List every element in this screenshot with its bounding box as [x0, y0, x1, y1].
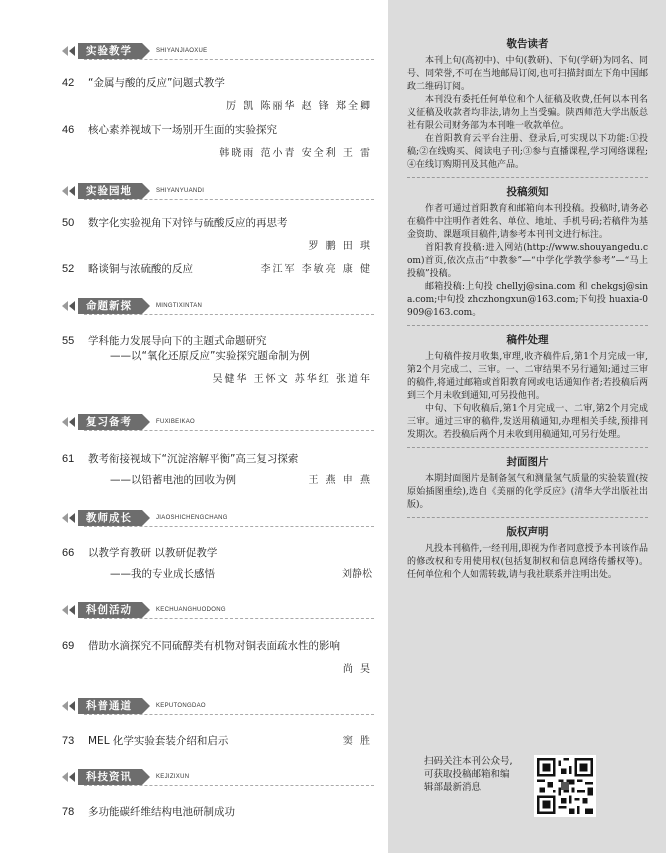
article-title[interactable]: 以教学育教研 以教研促教学 [88, 547, 218, 559]
article-title[interactable]: 数字化实验视角下对锌与硫酸反应的再思考 [88, 217, 288, 229]
qr-code-icon[interactable] [534, 755, 596, 817]
qr-block [424, 755, 596, 817]
arrows-icon [62, 46, 78, 56]
article-title[interactable]: 核心素养视域下一场别开生面的实验探究 [88, 124, 277, 136]
article-title[interactable]: MEL 化学实验套装介绍和启示 [88, 735, 229, 747]
article-title[interactable]: 借助水滴探究不同硫醇类有机物对铜表面疏水性的影响 [88, 640, 340, 652]
article-subtitle: ——以铅蓄电池的回收为例 [110, 474, 236, 486]
article-authors: 吴健华 王怀文 苏华红 张道年 [212, 374, 372, 385]
arrows-icon [62, 605, 78, 615]
page-number: 46 [62, 124, 75, 136]
toc-entry[interactable] [62, 734, 372, 749]
processing-paragraph: 中旬、下旬收稿后,第1个月完成一、二审,第2个月完成三审。通过三审的稿件,发送用稿通知,办理相关手续,预排刊发期次。若投稿后两个月未收到用稿通知,可另行处理。 [407, 404, 648, 440]
arrows-icon [62, 772, 78, 782]
arrows-icon [62, 186, 78, 196]
arrows-icon [62, 513, 78, 523]
page-number: 73 [62, 735, 75, 747]
toc-entry[interactable] [62, 452, 372, 488]
section-pinyin: JIAOSHICHENGCHANG [156, 515, 228, 521]
section-pinyin: FUXIBEIKAO [156, 419, 196, 425]
section-pinyin: SHIYANJIAOXUE [156, 48, 208, 54]
notice-paragraph: 本刊上旬(高初中)、中旬(教研)、下旬(学研)为同名、同号、同荣誉,不可在当地邮局订阅,也可扫描封面左下角中国邮政二维码订阅。 [407, 56, 648, 92]
section-header [62, 297, 202, 315]
qr-caption: 扫码关注本刊公众号,可获取投稿邮箱和编辑部最新消息 [424, 756, 513, 793]
arrows-icon [62, 301, 78, 311]
toc-entry[interactable] [62, 76, 372, 112]
arrows-icon [62, 417, 78, 427]
section-header [62, 601, 226, 619]
section-label: 科普通道 [78, 698, 142, 714]
notice-paragraph: 本刊没有委托任何单位和个人征稿及收费,任何以本刊名义征稿及收款者均非法,请勿上当受骗。陕西师范大学出版总社有限公司财务部为本刊唯一收款单位。 [407, 95, 648, 131]
page-number: 66 [62, 547, 75, 559]
submission-paragraph: 首阳教育投稿:进入网站(http://www.shouyangedu.com)首页,依次点击“中教参”—“中学化学教学参考”—“马上投稿”投稿。 [407, 243, 648, 279]
article-title[interactable]: 多功能碳纤维结构电池研制成功 [88, 806, 235, 818]
notice-paragraph: 在首阳教育云平台注册、登录后,可实现以下功能:①投稿;②在线购买、阅读电子刊;③参与直播课程,学习网络课程;④在线订购期刊及其他产品。 [407, 134, 648, 170]
toc-entry[interactable] [62, 262, 372, 277]
section-pinyin: MINGTIXINTAN [156, 303, 203, 309]
article-authors: 窦 胜 [342, 736, 372, 747]
section-label: 教师成长 [78, 510, 142, 526]
article-subtitle: ——我的专业成长感悟 [110, 568, 215, 580]
cover-heading: 封面图片 [506, 456, 549, 468]
sidebar-notices [388, 0, 666, 853]
article-subtitle: ——以“氧化还原反应”实验探究题命制为例 [110, 350, 310, 362]
toc-entry[interactable] [62, 123, 372, 159]
toc-entry[interactable] [62, 546, 372, 582]
copyright-paragraph: 凡投本刊稿件,一经刊用,即视为作者同意授予本刊该作品的修改权和专用使用权(包括复制权和信息网络传播权等)。任何单位和个人如需转载,请与我社联系并注明出处。 [407, 544, 648, 580]
page-number: 69 [62, 640, 75, 652]
submission-paragraph: 作者可通过首阳教育和邮箱向本刊投稿。投稿时,请务必在稿件中注明作者姓名、单位、地址、手机号码;若稿件为基金资助、课题项目稿件,请参考本刊刊文进行标注。 [407, 204, 648, 240]
toc-entry[interactable] [62, 805, 372, 820]
section-label: 实验园地 [78, 183, 142, 199]
section-label: 复习备考 [78, 414, 142, 430]
cover-paragraph: 本期封面图片是制备氢气和测量氢气质量的实验装置(按原始插图重绘),选自《美丽的化学反应》(清华大学出版社出版)。 [407, 474, 648, 510]
section-pinyin: SHIYANYUANDI [156, 188, 205, 194]
section-pinyin: KEPUTONGDAO [156, 703, 206, 709]
section-header [62, 697, 206, 715]
article-authors: 尚 昊 [342, 664, 372, 675]
section-label: 科创活动 [78, 602, 142, 618]
section-header [62, 42, 207, 60]
section-label: 实验教学 [78, 43, 142, 59]
article-title[interactable]: “金属与酸的反应”问题式教学 [88, 77, 225, 89]
submission-paragraph: 邮箱投稿:上旬投 chellyj@sina.com 和 chekgsj@sina.com;中旬投 zhczhongxun@163.com;下旬投 huaxia-0909@163.com。 [407, 282, 648, 318]
arrows-icon [62, 701, 78, 711]
page-number: 78 [62, 806, 75, 818]
section-label: 命题新探 [78, 298, 142, 314]
copyright-heading: 版权声明 [506, 526, 549, 538]
page-number: 55 [62, 335, 75, 347]
article-authors: 刘静松 [342, 569, 372, 580]
section-pinyin: KECHUANGHUODONG [156, 607, 226, 613]
page-number: 42 [62, 77, 75, 89]
section-header [62, 413, 195, 431]
submission-heading: 投稿须知 [506, 186, 549, 198]
toc-entry[interactable] [62, 334, 372, 385]
section-header [62, 182, 204, 200]
article-title[interactable]: 学科能力发展导向下的主题式命题研究 [88, 335, 267, 347]
section-header [62, 509, 228, 527]
page-number: 52 [62, 263, 75, 275]
section-pinyin: KEJIZIXUN [156, 774, 190, 780]
article-authors: 韩晓雨 范小青 安全利 王 雷 [219, 148, 372, 159]
article-authors: 李江军 李敏亮 康 健 [260, 264, 372, 275]
notice-heading: 敬告读者 [506, 38, 549, 50]
page-number: 50 [62, 217, 75, 229]
section-header [62, 768, 189, 786]
toc-entry[interactable] [62, 639, 372, 675]
processing-heading: 稿件处理 [506, 334, 549, 346]
article-title[interactable]: 教考衔接视域下“沉淀溶解平衡”高三复习探索 [88, 453, 299, 465]
article-title[interactable]: 略谈铜与浓硫酸的反应 [88, 263, 193, 275]
processing-paragraph: 上旬稿件按月收集,审理,收齐稿件后,第1个月完成一审,第2个月完成二、三审。一、二审结果不另行通知;通过三审的稿件,将通过邮箱或首阳教育网或电话通知作者;若投稿后两到三个月未收到通知,可另投他刊。 [407, 352, 648, 401]
article-authors: 王 燕 申 燕 [308, 475, 372, 486]
toc-entry[interactable] [62, 216, 372, 252]
page-number: 61 [62, 453, 75, 465]
article-authors: 厉 凯 陈丽华 赵 锋 郑全卿 [226, 101, 372, 112]
section-label: 科技资讯 [78, 769, 142, 785]
article-authors: 罗 鹏 田 琪 [308, 241, 372, 252]
